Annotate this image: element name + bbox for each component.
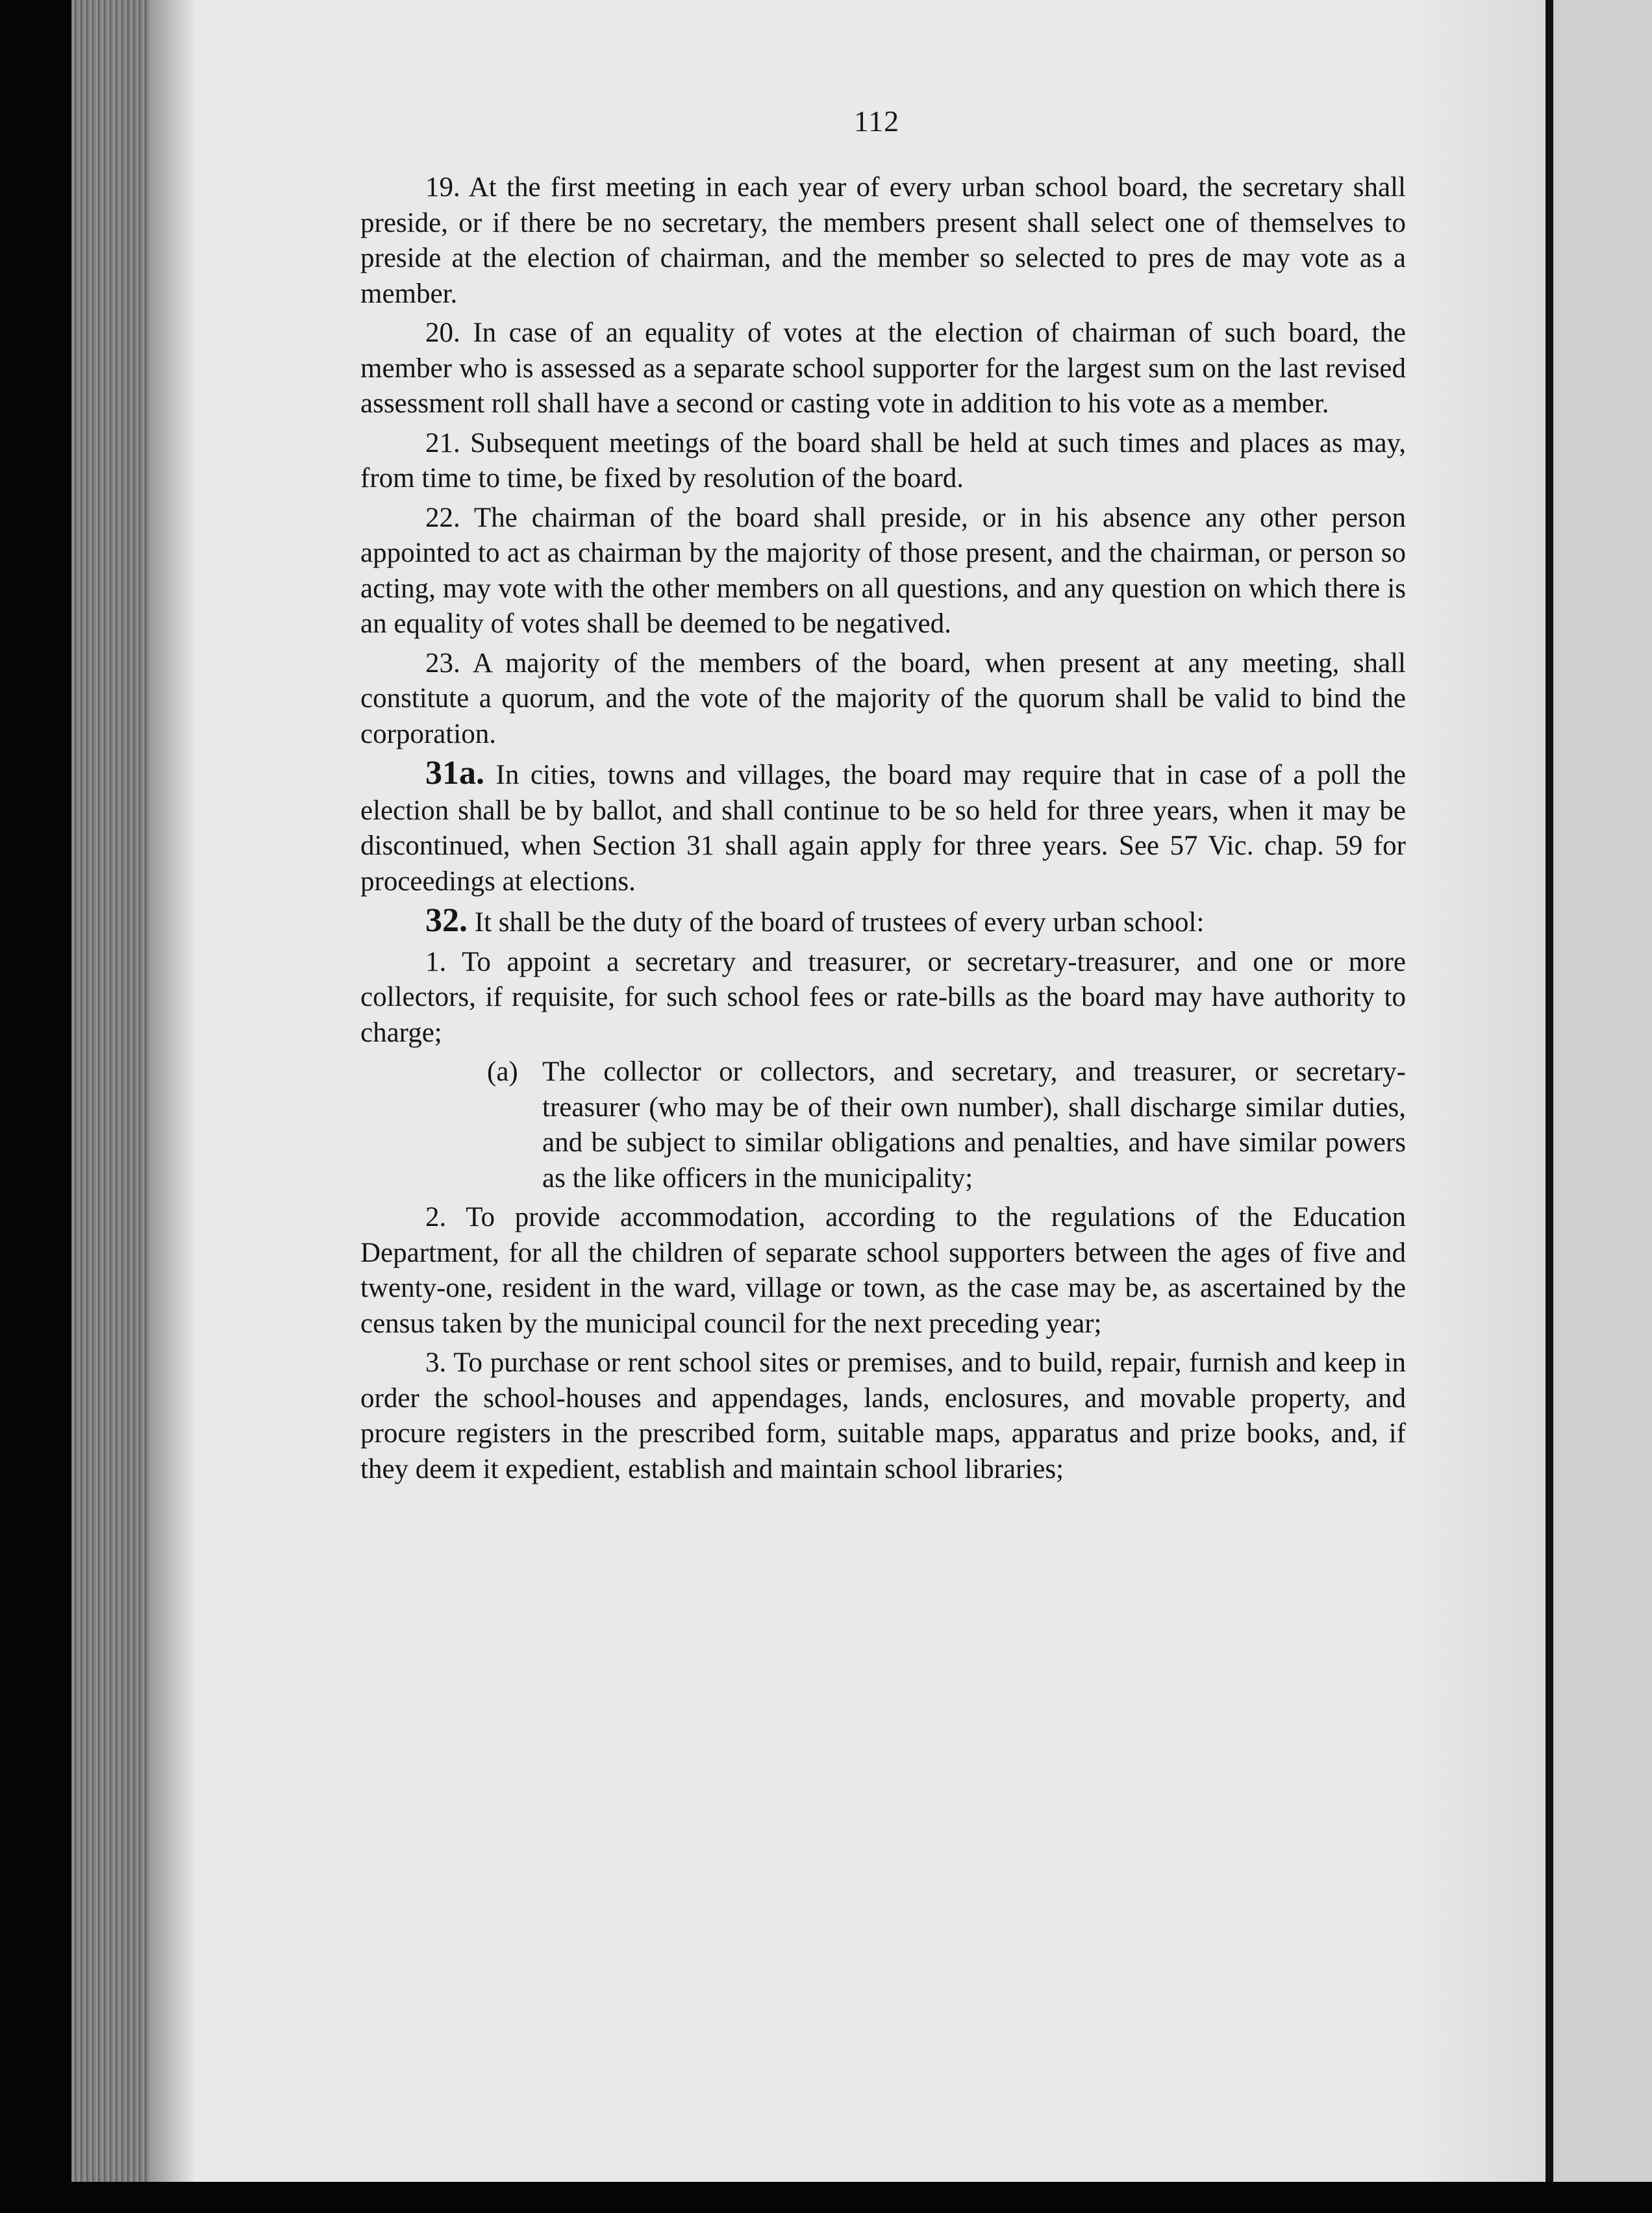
item-1a-label: (a) <box>487 1056 518 1087</box>
page-number: 112 <box>853 105 900 138</box>
paragraph-20: 20. In case of an equality of votes at the election of chairman of such board, the member who is assessed as a separate school supporter for the largest sum on the last revised assessment roll shall have a second or casting vote in addition to his vote as a member. <box>360 318 1406 419</box>
paragraph-22: 22. The chairman of the board shall preside, or in his absence any other person appointed to act as chairman by the majority of those present, and the chairman, or person so acting, may vote with the other members on all questions, and any question on which there is an equality of votes shall be deemed to be negatived. <box>360 502 1406 639</box>
section-32 <box>360 903 1406 941</box>
item-2: 2. To provide accommodation, according to the regulations of the Education Department, for all the children of separate school supporters between the ages of five and twenty-one, resident in the ward, village or town, as the case may be, as ascertained by the census taken by the municipal council for the next preceding year; <box>360 1202 1406 1339</box>
paragraph-19: 19. At the first meeting in each year of every urban school board, the secretary shall preside, or if there be no secretary, the members present shall select one of themselves to preside at the election of chairman, and the member so selected to pres de may vote as a member. <box>360 172 1406 309</box>
paragraph-21: 21. Subsequent meetings of the board shall be held at such times and places as may, from time to time, be fixed by resolution of the board. <box>360 427 1406 494</box>
gutter-shadow <box>149 0 195 2182</box>
paragraph-23: 23. A majority of the members of the board, when present at any meeting, shall constitute a quorum, and the vote of the majority of the quorum shall be valid to bind the corporation. <box>360 647 1406 749</box>
section-31a-text: In cities, towns and villages, the board may require that in case of a poll the election shall be by ballot, and shall continue to be so held for three years, when it may be discontinued, when Section 31 shall again apply for three years. See 57 Vic. chap. 59 for proceedings at elections. <box>360 760 1406 897</box>
section-31a <box>360 756 1406 899</box>
item-1a <box>487 1055 1406 1196</box>
item-1: 1. To appoint a secretary and treasurer, or secretary-treasurer, and one or more collectors, if requisite, for such school fees or rate-bills as the board may have authority to charge; <box>360 946 1406 1048</box>
scan-bottom-band <box>0 2182 1652 2213</box>
page-margin-right <box>1409 0 1552 2182</box>
section-32-text: It shall be the duty of the board of trustees of every urban school: <box>474 907 1205 938</box>
document-body <box>360 170 1406 1491</box>
facing-page-edge <box>1553 0 1652 2182</box>
item-3: 3. To purchase or rent school sites or premises, and to build, repair, furnish and keep in order the school-houses and appendages, lands, enclosures, and movable property, and procure registers in the prescribed form, suitable maps, apparatus and prize books, and, if they deem it expedient, establish and maintain school libraries; <box>360 1347 1406 1484</box>
section-number-31a: 31a. <box>425 755 484 792</box>
section-number-32: 32. <box>425 902 468 939</box>
item-1a-text: The collector or collectors, and secretary, and treasurer, or secretary-treasurer (who may be of their own number), shall discharge similar duties, and be subject to similar obligations and penalties, and have similar powers as the like officers in the municipality; <box>542 1056 1406 1194</box>
binding-line <box>1546 0 1553 2182</box>
